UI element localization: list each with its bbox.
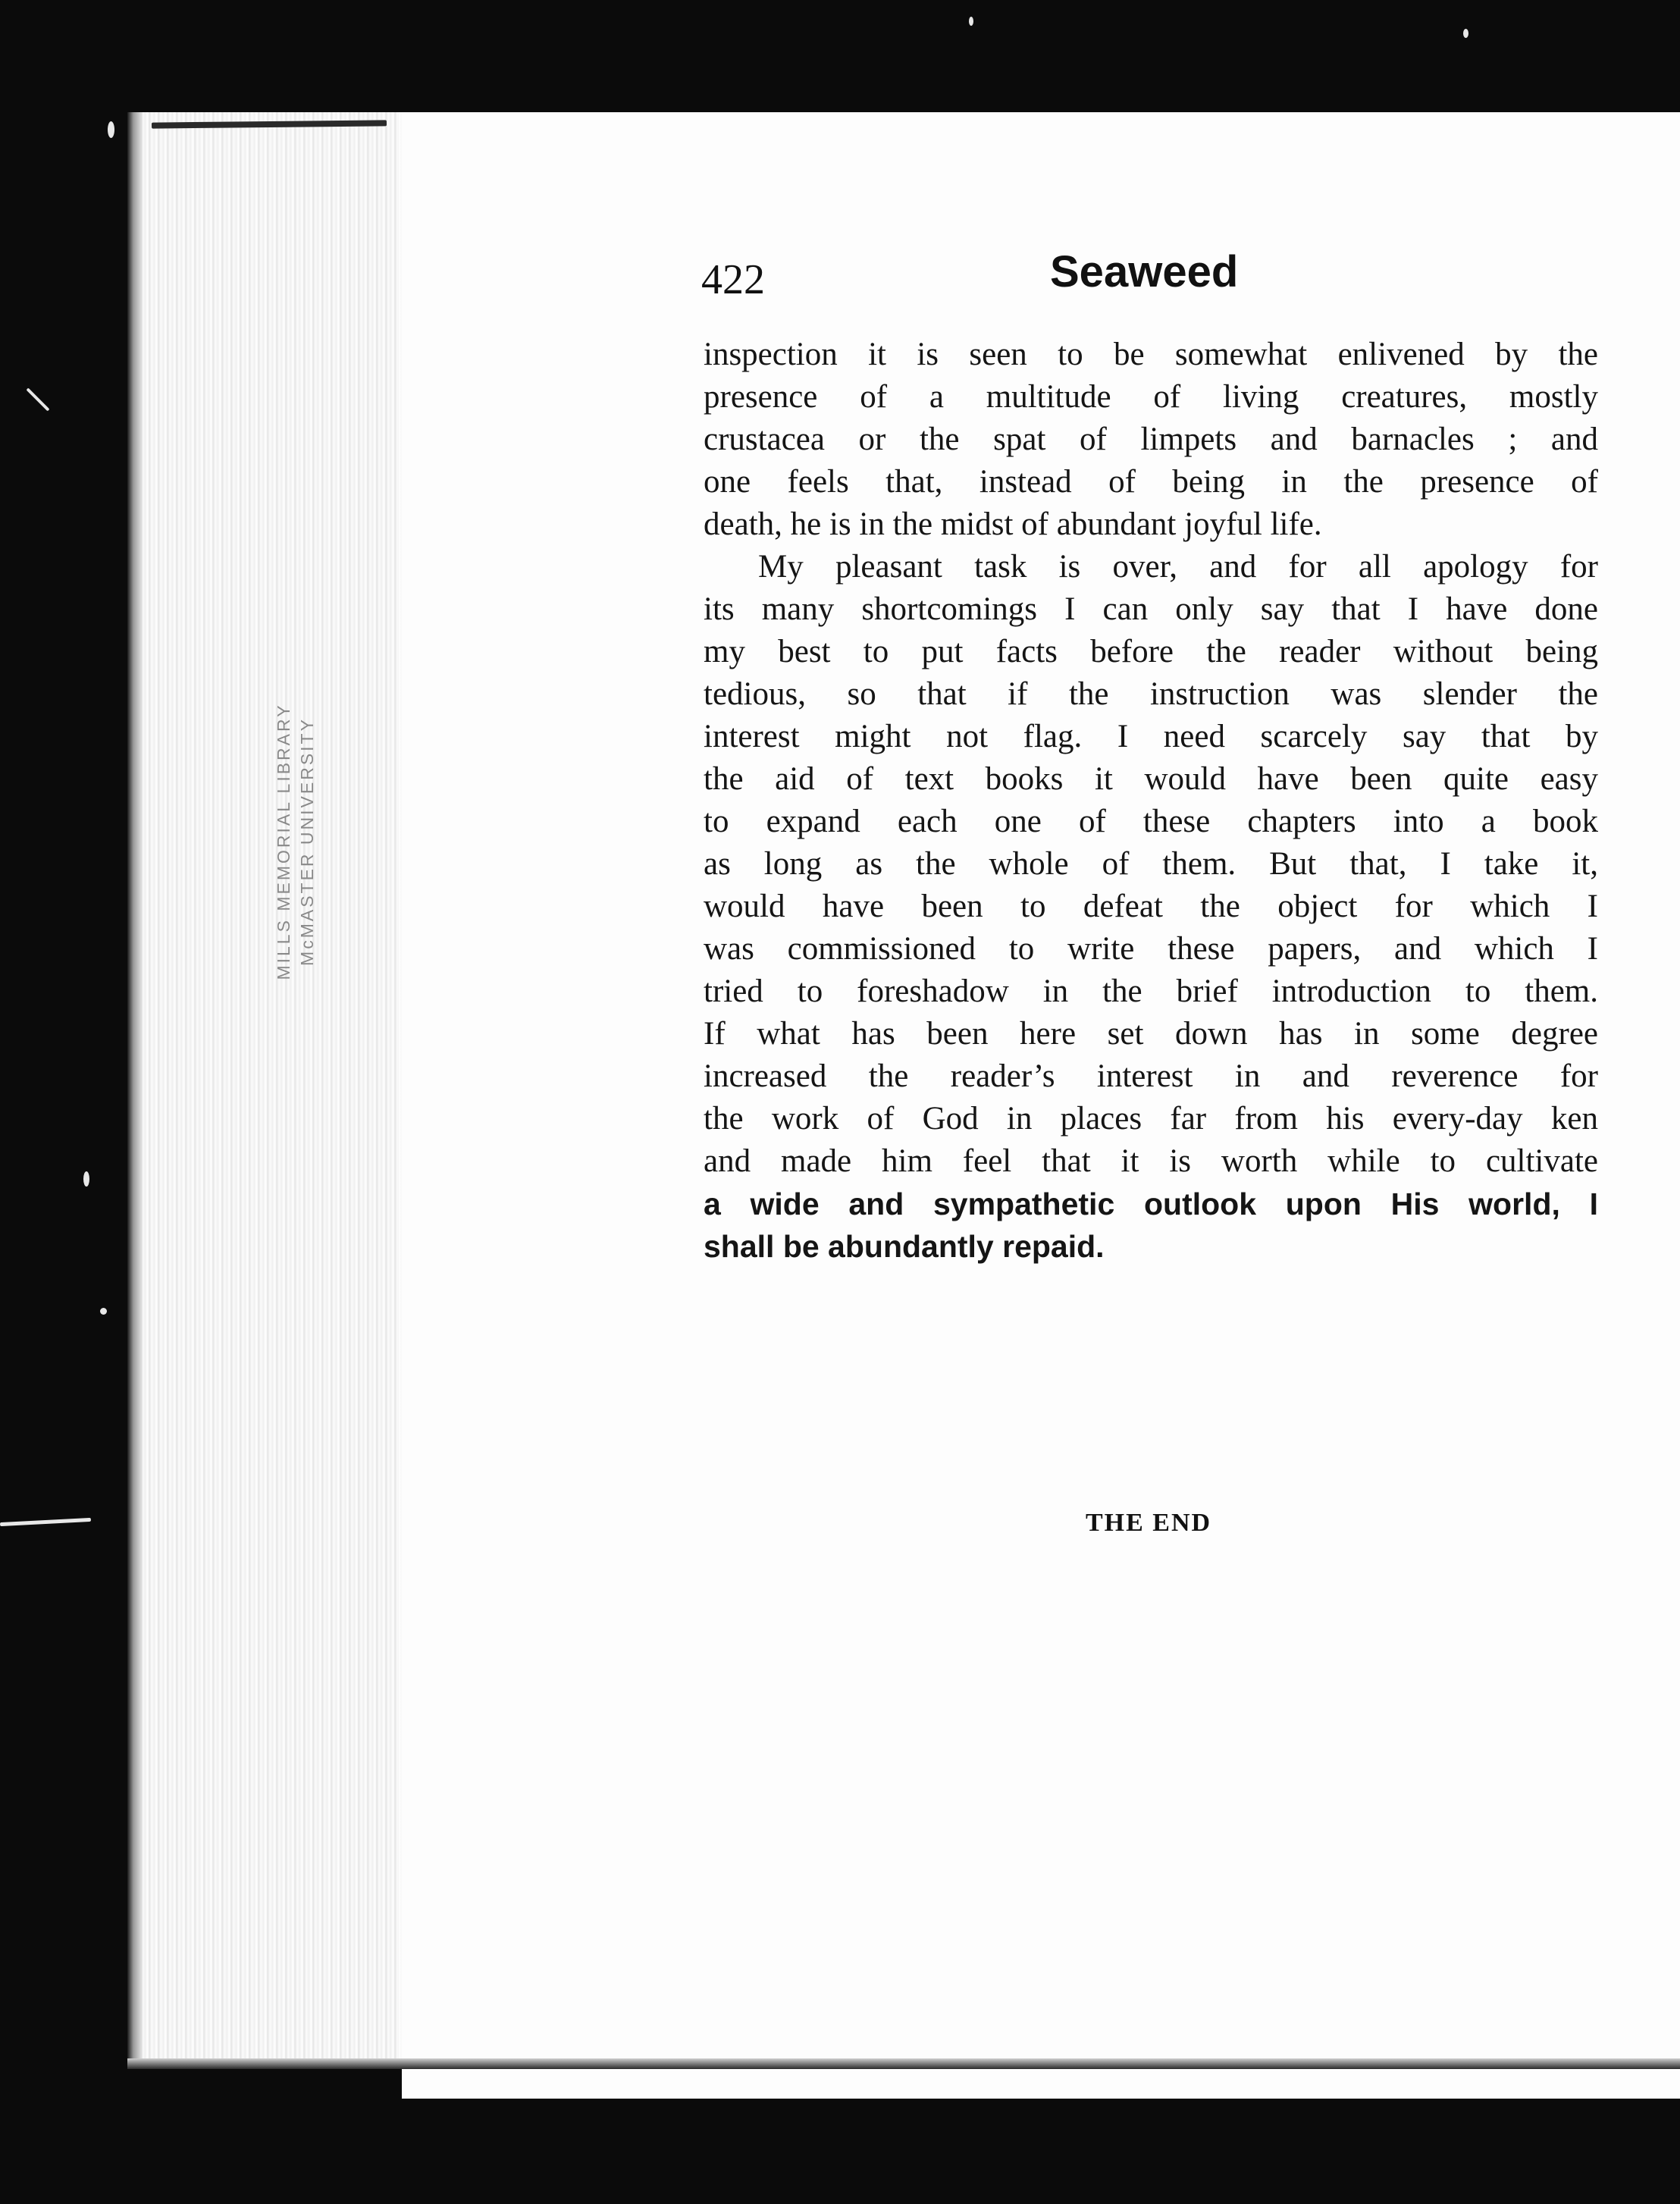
page-edge-stack [127,112,409,2064]
paragraph-first-line: My pleasant task is over, and for all apology for [758,549,1598,585]
dust-speck [100,1308,107,1315]
text-line: the aid of text books it would have been quite easy [704,761,1598,797]
text-line: shall be abundantly repaid. [704,1229,1105,1264]
page-bottom-edge [127,2058,1680,2069]
text-line: tried to foreshadow in the brief introduction to them. [704,973,1598,1009]
text-line: crustacea or the spat of limpets and barnacles ; and [704,422,1598,457]
text-line: interest might not flag. I need scarcely say that by [704,719,1598,754]
text-line: to expand each one of these chapters into a book [704,804,1598,839]
running-head [701,246,1596,315]
text-line: as long as the whole of them. But that, I take it, [704,846,1598,882]
dust-speck [969,17,973,26]
text-line: would have been to defeat the object for which I [704,889,1598,924]
text-line: death, he is in the midst of abundant joyful life. [704,506,1322,542]
text-line: a wide and sympathetic outlook upon His world, I [704,1187,1598,1221]
page-number: 422 [701,256,765,303]
dust-speck [0,1518,91,1526]
dust-speck [26,387,49,411]
text-line: was commissioned to write these papers, and which I [704,931,1598,967]
dust-speck [108,121,114,138]
text-line: If what has been here set down has in some degree [704,1016,1598,1052]
text-line: and made him feel that it is worth while to cultivate [704,1143,1598,1179]
text-line: increased the reader’s interest in and reverence for [704,1058,1598,1094]
text-line: one feels that, instead of being in the presence of [704,464,1598,500]
text-line: my best to put facts before the reader without being [704,634,1598,669]
dust-speck [1463,29,1468,38]
text-line: inspection it is seen to be somewhat enlivened by the [704,337,1598,372]
dust-speck [83,1171,89,1187]
text-line: tedious, so that if the instruction was slender the [704,676,1598,712]
running-title: Seaweed [1050,247,1239,296]
stamp-line-library: MILLS MEMORIAL LIBRARY [274,703,293,980]
stamp-line-university: McMASTER UNIVERSITY [297,717,317,966]
text-line: presence of a multitude of living creatures, mostly [704,379,1598,415]
text-line: its many shortcomings I can only say that I have done [704,591,1598,627]
the-end-mark: THE END [1086,1509,1212,1537]
library-stamp [272,703,319,980]
body-text [704,334,1598,1268]
text-line: the work of God in places far from his every-day ken [704,1101,1598,1136]
